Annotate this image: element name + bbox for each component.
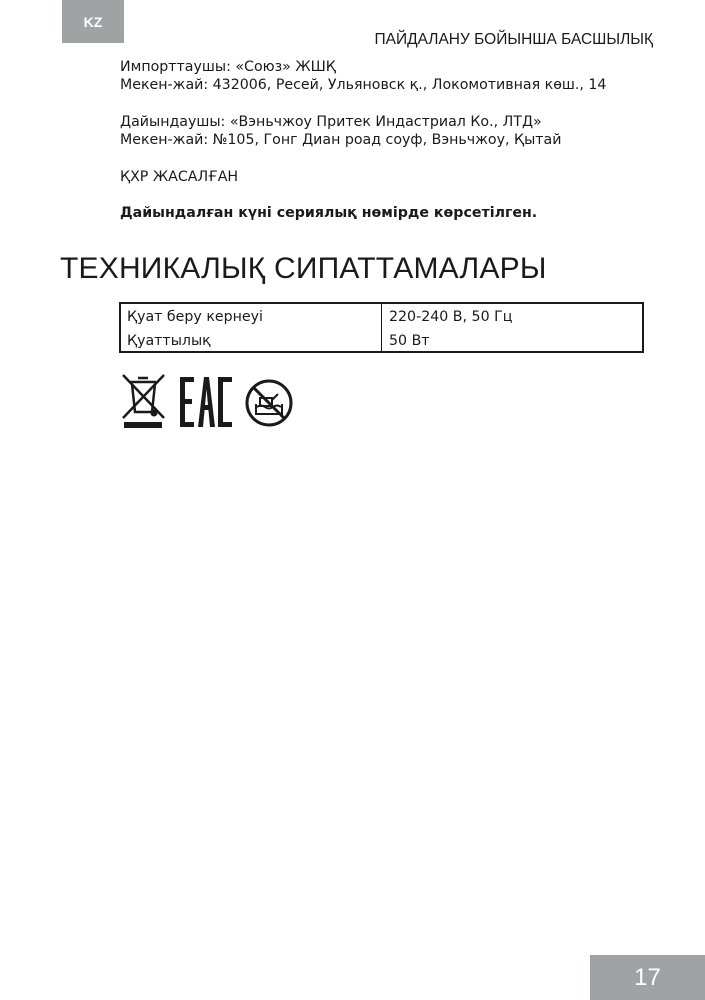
spec-value-power: 50 Вт [389,333,430,349]
language-tab: KZ [62,0,124,43]
page-number: 17 [590,955,705,1000]
manufacturer-address-line: Мекен-жай: №105, Гонг Диан роад соуф, Вэньчжоу, Қытай [120,132,562,148]
importer-address-line: Мекен-жай: 432006, Ресей, Ульяновск қ., Локомотивная көш., 14 [120,77,607,93]
spec-label-power: Қуаттылық [127,333,211,349]
spec-label-voltage: Қуат беру кернеуі [127,309,263,325]
section-title: ТЕХНИКАЛЫҚ СИПАТТАМАЛАРЫ [60,252,547,285]
importer-line: Импорттаушы: «Союз» ЖШҚ [120,59,336,75]
crossed-out-wheelie-bin-icon [120,372,168,434]
date-note-line: Дайындалған күні сериялық нөмірде көрсетілген. [120,205,538,221]
running-title: ПАЙДАЛАНУ БОЙЫНША БАСШЫЛЫҚ [374,31,653,48]
made-in-line: ҚХР ЖАСАЛҒАН [120,169,239,185]
spec-table [119,302,644,353]
spec-table-divider [381,304,382,351]
spec-value-voltage: 220-240 В, 50 Гц [389,309,513,325]
do-not-immerse-icon [244,378,294,432]
manufacturer-line: Дайындаушы: «Вэньчжоу Притек Индастриал Ко., ЛТД» [120,114,542,130]
eac-mark-icon [180,377,232,431]
